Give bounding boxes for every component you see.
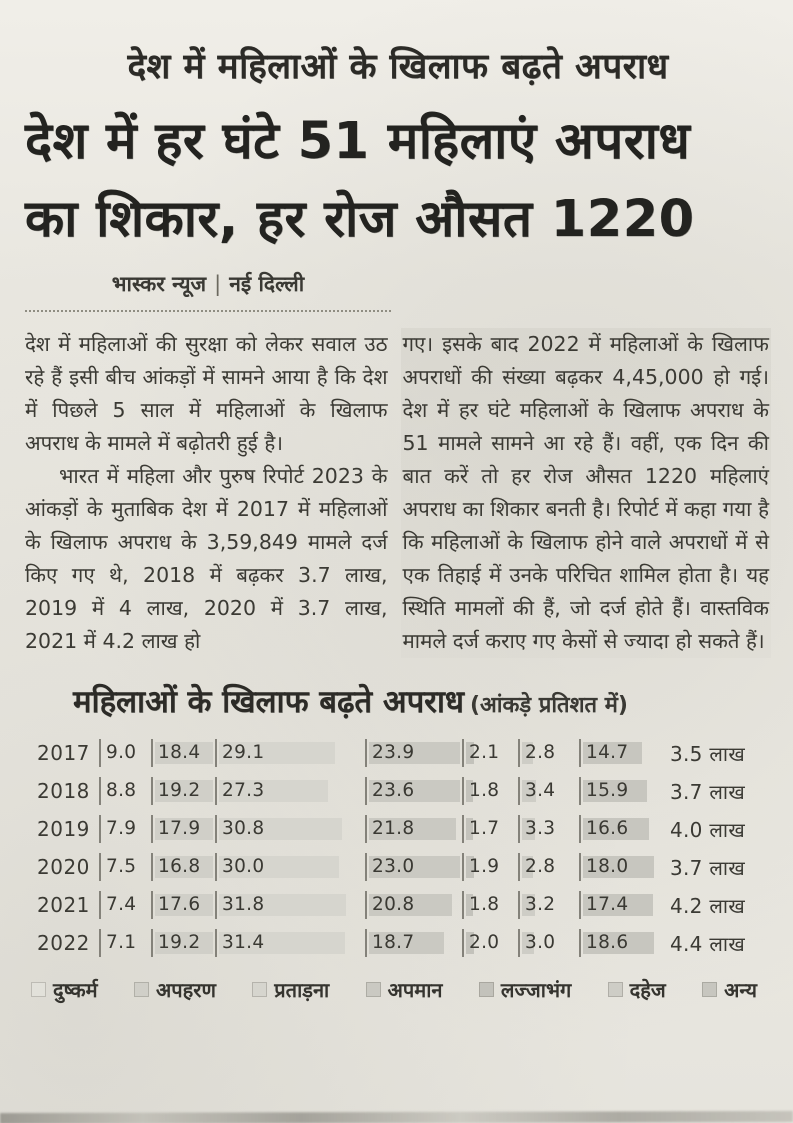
bar-segment — [462, 929, 518, 957]
bar-segment — [215, 891, 365, 919]
segment-value: 27.3 — [222, 780, 265, 802]
right-column — [401, 328, 771, 658]
legend-label: दुष्कर्म — [53, 978, 98, 1003]
segment-value: 16.6 — [586, 818, 629, 840]
segment-value: 2.1 — [469, 742, 500, 764]
segment-value: 31.4 — [222, 932, 265, 954]
legend-label: दहेज — [629, 978, 666, 1003]
legend-item — [702, 976, 757, 1003]
legend-item — [31, 976, 98, 1003]
bar-segment — [365, 853, 462, 881]
chart-row — [25, 886, 771, 924]
bar-segment — [365, 815, 462, 843]
chart-row — [25, 924, 771, 962]
segment-value: 2.8 — [525, 856, 556, 878]
segment-value: 29.1 — [222, 742, 265, 764]
segment-value: 1.7 — [469, 818, 500, 840]
segment-value: 31.8 — [222, 894, 265, 916]
segment-value: 20.8 — [372, 894, 415, 916]
segment-value: 19.2 — [158, 780, 201, 802]
legend-swatch-icon — [252, 982, 267, 997]
chart-header — [25, 680, 771, 722]
byline-separator: | — [214, 272, 222, 297]
bar-segment — [151, 815, 215, 843]
bar-segment — [518, 929, 579, 957]
legend-label: अपमान — [387, 978, 443, 1003]
bar-segment — [99, 891, 151, 919]
bar-segment — [579, 815, 656, 843]
bar-segment — [518, 815, 579, 843]
row-total: 3.7 लाख — [670, 779, 746, 804]
segment-value: 7.4 — [106, 894, 137, 916]
bar-segment — [215, 929, 365, 957]
bar-segment — [518, 777, 579, 805]
legend-item — [252, 976, 329, 1003]
year-label: 2018 — [37, 779, 90, 804]
year-label: 2020 — [37, 855, 90, 880]
bar-segment — [151, 777, 215, 805]
chart-table — [25, 734, 771, 962]
bar-segment — [215, 815, 365, 843]
legend-item — [608, 976, 666, 1003]
legend-label: लज्जाभंग — [500, 978, 572, 1003]
segment-value: 30.0 — [222, 856, 265, 878]
chart-row — [25, 810, 771, 848]
segment-value: 16.8 — [158, 856, 201, 878]
chart-title: महिलाओं के खिलाफ बढ़ते अपराध — [73, 684, 464, 721]
byline-source: भास्कर न्यूज — [111, 272, 207, 297]
bar-segment — [151, 929, 215, 957]
segment-value: 17.6 — [158, 894, 201, 916]
bar-segment — [462, 739, 518, 767]
row-total: 3.7 लाख — [670, 855, 746, 880]
bar-segment — [365, 891, 462, 919]
year-label: 2022 — [37, 931, 90, 956]
bar-segment — [99, 739, 151, 767]
segment-value: 14.7 — [586, 742, 629, 764]
byline-block — [25, 270, 391, 312]
row-total: 4.0 लाख — [670, 817, 746, 842]
left-column — [25, 328, 388, 658]
bar-segment — [365, 739, 462, 767]
main-headline — [25, 103, 771, 258]
segment-value: 23.9 — [372, 742, 415, 764]
segment-value: 7.9 — [106, 818, 137, 840]
segment-value: 3.4 — [525, 780, 556, 802]
bar-segment — [151, 853, 215, 881]
row-total: 3.5 लाख — [670, 741, 746, 766]
segment-value: 23.6 — [372, 780, 415, 802]
scan-edge-bottom — [0, 1111, 793, 1123]
segment-value: 21.8 — [372, 818, 415, 840]
bar-segment — [151, 891, 215, 919]
bar-segment — [579, 853, 656, 881]
segment-value: 1.8 — [469, 894, 500, 916]
segment-value: 23.0 — [372, 856, 415, 878]
article-body — [25, 328, 771, 658]
byline — [25, 270, 391, 298]
byline-rule — [25, 310, 391, 312]
bar-segment — [99, 777, 151, 805]
segment-value: 18.6 — [586, 932, 629, 954]
segment-value: 18.7 — [372, 932, 415, 954]
segment-value: 9.0 — [106, 742, 137, 764]
legend-label: प्रताड़ना — [274, 978, 330, 1003]
legend-label: अन्य — [724, 978, 757, 1003]
bar-segment — [365, 777, 462, 805]
legend-swatch-icon — [366, 982, 381, 997]
crime-stats-chart — [25, 680, 771, 1003]
segment-value: 3.3 — [525, 818, 556, 840]
bar-segment — [215, 853, 365, 881]
bar-segment — [151, 739, 215, 767]
bar-segment — [462, 853, 518, 881]
segment-value: 19.2 — [158, 932, 201, 954]
bar-segment — [518, 891, 579, 919]
chart-row — [25, 734, 771, 772]
chart-legend — [25, 976, 771, 1003]
segment-value: 18.0 — [586, 856, 629, 878]
legend-swatch-icon — [31, 982, 46, 997]
bar-segment — [518, 739, 579, 767]
segment-value: 18.4 — [158, 742, 201, 764]
bar-segment — [99, 853, 151, 881]
legend-item — [366, 976, 443, 1003]
bar-segment — [99, 815, 151, 843]
legend-label: अपहरण — [156, 978, 216, 1003]
bar-segment — [462, 891, 518, 919]
chart-row — [25, 848, 771, 886]
bar-segment — [462, 777, 518, 805]
segment-value: 17.4 — [586, 894, 629, 916]
bar-segment — [215, 777, 365, 805]
segment-value: 30.8 — [222, 818, 265, 840]
legend-item — [134, 976, 216, 1003]
segment-value: 2.0 — [469, 932, 500, 954]
row-total: 4.2 लाख — [670, 893, 746, 918]
legend-item — [479, 976, 571, 1003]
paragraph: भारत में महिला और पुरुष रिपोर्ट 2023 के आंकड़ों के मुताबिक देश में 2017 में महिलाओं के खिलाफ अपराध के 3,59,849 मामले दर्ज किए गए थे, 2018 में बढ़कर 3.7 लाख, 2019 में 4 लाख, 2020 में 3.7 लाख, 2021 में 4.2 लाख हो — [25, 464, 388, 654]
year-label: 2019 — [37, 817, 90, 842]
legend-swatch-icon — [702, 982, 717, 997]
byline-location: नई दिल्ली — [229, 272, 305, 297]
bar-segment — [215, 739, 365, 767]
segment-value: 7.5 — [106, 856, 137, 878]
segment-value: 3.2 — [525, 894, 556, 916]
bar-segment — [365, 929, 462, 957]
segment-value: 8.8 — [106, 780, 137, 802]
main-headline-line1: देश में हर घंटे 51 महिलाएं अपराध — [25, 112, 691, 171]
legend-swatch-icon — [479, 982, 494, 997]
bar-segment — [579, 891, 656, 919]
paragraph: देश में महिलाओं की सुरक्षा को लेकर सवाल उठ रहे हैं इसी बीच आंकड़ों में सामने आया है कि देश में पिछले 5 साल में महिलाओं के खिलाफ अपराध के मामले में बढ़ोतरी हुई है। — [25, 332, 388, 456]
segment-value: 7.1 — [106, 932, 137, 954]
year-label: 2017 — [37, 741, 90, 766]
bar-segment — [579, 739, 656, 767]
bar-segment — [579, 929, 656, 957]
legend-swatch-icon — [608, 982, 623, 997]
bar-segment — [579, 777, 656, 805]
paragraph: गए। इसके बाद 2022 में महिलाओं के खिलाफ अपराधों की संख्या बढ़कर 4,45,000 हो गई। देश में हर घंटे महिलाओं के खिलाफ अपराध के 51 मामले सामने आ रहे हैं। वहीं, एक दिन की बात करें तो हर रोज औसत 1220 महिलाएं अपराध का शिकार बनती है। रिपोर्ट में कहा गया है कि महिलाओं के खिलाफ होने वाले अपराधों में से एक तिहाई में उनके परिचित शामिल होता है। यह स्थिति मामलों की हैं, जो दर्ज होते हैं। वास्तविक मामले दर्ज कराए गए केसों से ज्यादा हो सकते हैं। — [402, 332, 769, 654]
segment-value: 1.8 — [469, 780, 500, 802]
segment-value: 17.9 — [158, 818, 201, 840]
segment-value: 3.0 — [525, 932, 556, 954]
kicker-headline: देश में महिलाओं के खिलाफ बढ़ते अपराध — [127, 47, 669, 87]
chart-subtitle: (आंकड़े प्रतिशत में) — [469, 693, 628, 719]
chart-row — [25, 772, 771, 810]
bar-segment — [99, 929, 151, 957]
bar-segment — [462, 815, 518, 843]
segment-value: 2.8 — [525, 742, 556, 764]
segment-value: 15.9 — [586, 780, 629, 802]
legend-swatch-icon — [134, 982, 149, 997]
segment-value: 1.9 — [469, 856, 500, 878]
main-headline-line2: का शिकार, हर रोज औसत 1220 — [25, 189, 695, 249]
row-total: 4.4 लाख — [670, 931, 746, 956]
bar-segment — [518, 853, 579, 881]
year-label: 2021 — [37, 893, 90, 918]
